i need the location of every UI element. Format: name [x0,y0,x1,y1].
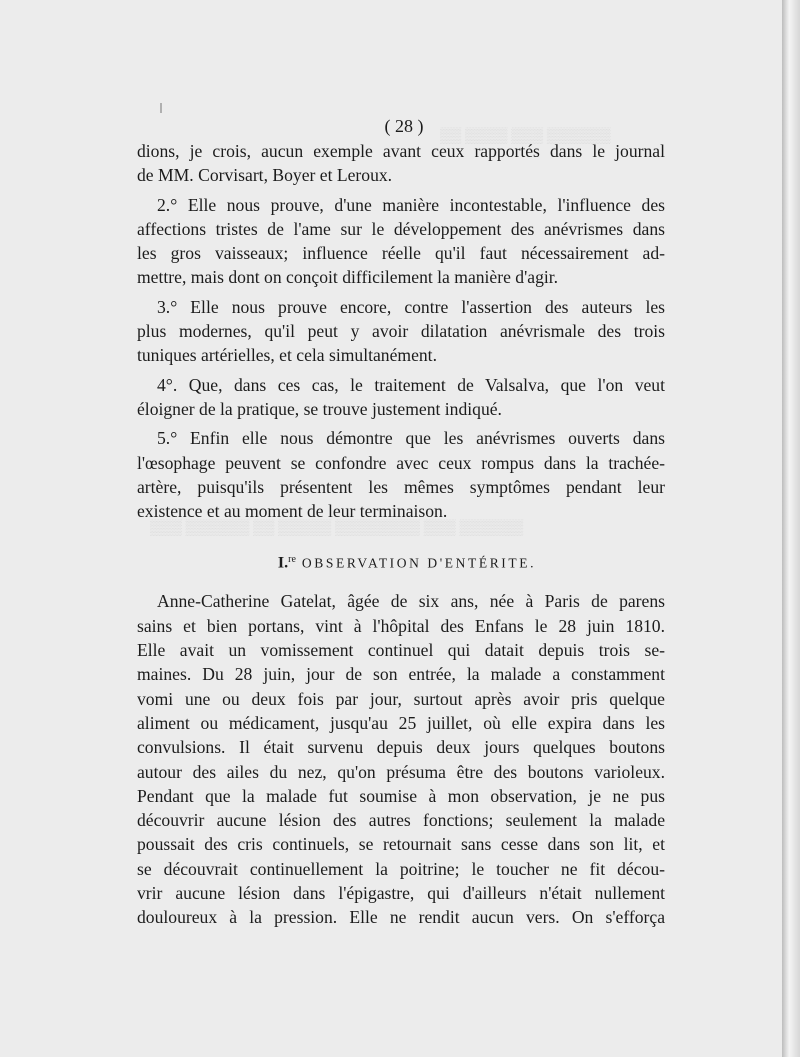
text-line: douloureux à la pression. Elle ne rendit aucun vers. On s'efforça [137,907,665,928]
text-line: aliment ou médicament, jusqu'au 25 juillet, où elle expira dans les [137,712,665,733]
text-line: poussait des cris continuels, se retournait sans cesse dans son lit, et [137,834,665,855]
text-line: tuniques artérielles, et cela simultanément. [137,345,437,366]
text-line: maines. Du 28 juin, jour de son entrée, la malade a constamment [137,664,665,685]
text-line: convulsions. Il était survenu depuis deux jours quelques boutons [137,737,665,758]
heading-numeral: I. [277,554,289,572]
paragraph-3 [137,295,665,368]
paragraph-5 [137,426,665,523]
paragraph-1 [137,139,665,188]
page-edge [782,0,800,1057]
heading-numeral-superscript: re [288,554,296,566]
text-line: Elle avait un vomissement continuel qui datait depuis trois se- [137,640,665,661]
bleed-through-text: ▒▒ ▒▒▒▒ ▒▒▒ ▒▒▒▒▒▒ [440,128,611,144]
text-line: 2.° Elle nous prouve, d'une manière incontestable, l'influence des [157,194,665,215]
text-line: vomi une ou deux fois par jour, surtout après avoir pris quelque [137,688,665,709]
text-line: se découvrait continuellement la poitrine; le toucher ne fit décou- [137,858,665,879]
text-line: autour des ailes du nez, qu'on présuma être des boutons varioleux. [137,761,665,782]
text-line: éloigner de la pratique, se trouve justement indiqué. [137,398,502,419]
page-number: ( 28 ) [384,116,424,136]
text-line: 4°. Que, dans ces cas, le traitement de Valsalva, que l'on veut [157,374,665,395]
paragraph-4 [137,373,665,422]
heading-text: OBSERVATION D'ENTÉRITE. [301,555,537,571]
observation-paragraph [137,589,665,929]
bleed-through-text: ▒▒▒ ▒▒▒▒▒▒ ▒▒ ▒▒▒▒▒ ▒▒▒▒▒▒▒▒ ▒▒▒ ▒▒▒▒▒▒ [150,520,524,536]
text-line: 3.° Elle nous prouve encore, contre l'assertion des auteurs les [157,296,665,317]
margin-mark [160,103,162,113]
text-line: artère, puisqu'ils présentent les mêmes symptômes pendant leur [137,476,665,497]
section-heading [137,547,665,573]
text-line: mettre, mais dont on conçoit difficilement la manière d'agir. [137,267,559,288]
text-line: Pendant que la malade fut soumise à mon observation, je ne pus [137,785,665,806]
text-line: découvrir aucune lésion des autres fonctions; seulement la malade [137,810,665,831]
text-line: affections tristes de l'ame sur le développement des anévrismes dans [137,218,665,239]
paragraph-2 [137,193,665,290]
text-line: sains et bien portans, vint à l'hôpital des Enfans le 28 juin 1810. [137,615,665,636]
text-line: les gros vaisseaux; influence réelle qu'il faut nécessairement ad- [137,243,665,264]
text-line: vrir aucune lésion dans l'épigastre, qui d'ailleurs n'était nullement [137,883,665,904]
text-line: dions, je crois, aucun exemple avant ceux rapportés dans le journal [137,141,665,161]
text-line: 5.° Enfin elle nous démontre que les anévrismes ouverts dans [157,428,665,449]
text-line: existence et au moment de leur terminaison. [137,501,448,522]
page-text [137,115,665,930]
text-line: Anne-Catherine Gatelat, âgée de six ans, née à Paris de parens [157,591,665,612]
text-line: l'œsophage peuvent se confondre avec ceux rompus dans la trachée- [137,452,665,473]
text-line: de MM. Corvisart, Boyer et Leroux. [137,165,393,186]
text-line: plus modernes, qu'il peut y avoir dilatation anévrismale des trois [137,321,665,342]
